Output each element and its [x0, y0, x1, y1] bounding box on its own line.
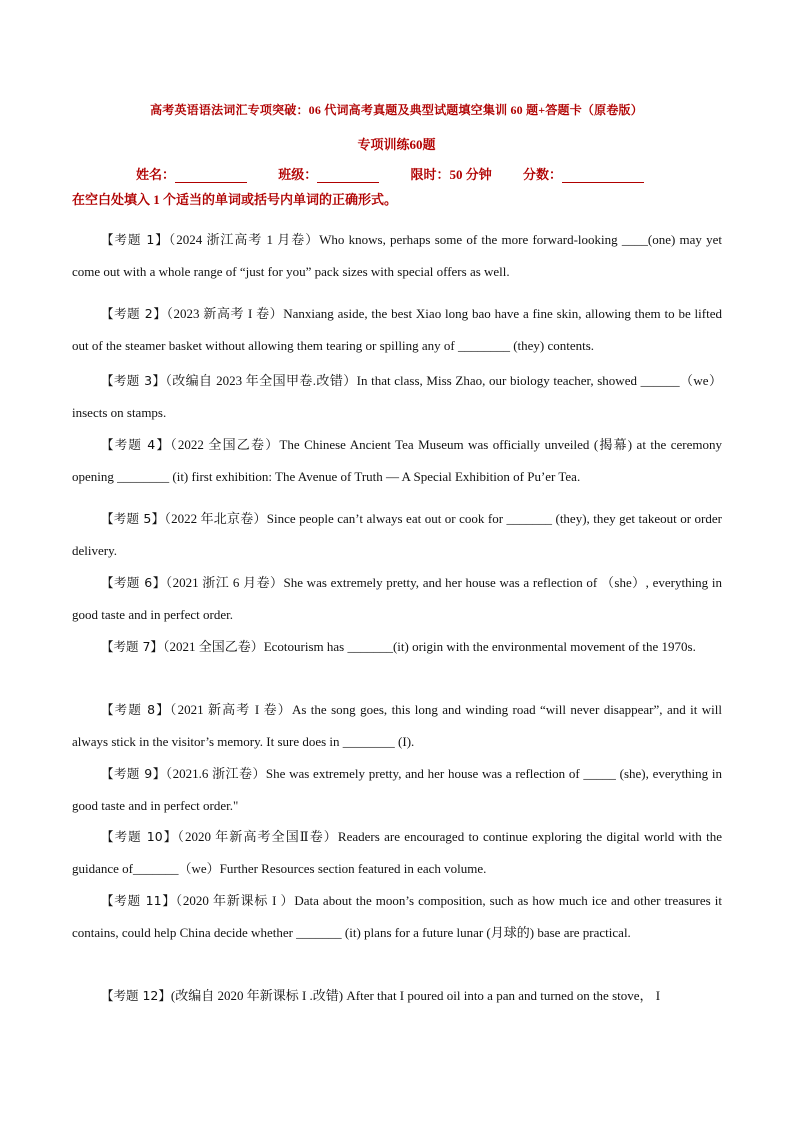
question-text: (改编自 2020 年新课标 I .改错) After that I poured oil into a pan and turned on the stove， I: [170, 988, 661, 1003]
question-9: [72, 758, 722, 822]
question-text: （2022 全国乙卷）The Chinese Ancient Tea Museum was officially unveiled (揭幕) at the ceremony opening ________ (it) first exhibition: The Avenue of Truth — A Special Exhibition of Pu’er Tea.: [72, 437, 722, 484]
question-12: [72, 980, 722, 1012]
class-blank[interactable]: [317, 168, 379, 183]
question-text: （2021.6 浙江卷）She was extremely pretty, and her house was a reflection of _____ (she), everything in good taste and in perfect order.": [72, 766, 722, 813]
question-text: （2020 年新高考全国Ⅱ卷）Readers are encouraged to continue exploring the digital world with the guidance of_______（we）Further Resources section featured in each volume.: [72, 829, 722, 876]
instruction-text: 在空白处填入 1 个适当的单词或括号内单词的正确形式。: [72, 192, 398, 207]
question-text: （改编自 2023 年全国甲卷.改错）In that class, Miss Zhao, our biology teacher, showed ______（we）insects on stamps.: [72, 373, 722, 420]
question-6: [72, 567, 722, 631]
question-7: [72, 631, 722, 663]
question-1: [72, 224, 722, 288]
question-label: 【考题 3】: [101, 373, 166, 388]
question-2: [72, 298, 722, 362]
question-text: （2023 新高考 I 卷）Nanxiang aside, the best Xiao long bao have a fine skin, allowing them to be lifted out of the steamer basket without allowing them tearing or spilling any of ________ (they) contents.: [72, 306, 722, 353]
document-subtitle: 专项训练60题: [357, 137, 436, 152]
question-10: [72, 821, 722, 885]
question-label: 【考题 12】: [101, 988, 171, 1003]
class-label: 班级：: [278, 167, 318, 182]
question-5: [72, 503, 722, 567]
question-label: 【考题 8】: [101, 702, 170, 717]
question-label: 【考题 7】: [101, 639, 163, 654]
score-label: 分数：: [523, 167, 563, 182]
question-label: 【考题 11】: [101, 893, 176, 908]
question-text: （2021 全国乙卷）Ecotourism has _______(it) origin with the environmental movement of the 1970s.: [162, 639, 696, 654]
question-text: （2020 年新课标 I ）Data about the moon’s composition, such as how much ice and other treasures it contains, could help China decide whether _______ (it) plans for a future lunar (月球的) base are practical.: [72, 893, 722, 940]
student-info-row: [136, 164, 644, 183]
question-4: [72, 429, 722, 493]
question-text: （2021 新高考 I 卷）As the song goes, this long and winding road “will never disappear”, and it will always stick in the visitor’s memory. It sure does in ________ (I).: [72, 702, 722, 749]
question-11: [72, 885, 722, 949]
name-label: 姓名：: [136, 167, 176, 182]
score-blank[interactable]: [562, 168, 644, 183]
question-label: 【考题 10】: [101, 829, 178, 844]
document-title: 高考英语语法词汇专项突破：06 代词高考真题及典型试题填空集训 60 题+答题卡（原卷版）: [150, 103, 643, 117]
question-3: [72, 365, 722, 429]
name-blank[interactable]: [175, 168, 247, 183]
question-label: 【考题 5】: [101, 511, 165, 526]
question-text: （2022 年北京卷）Since people can’t always eat out or cook for _______ (they), they get takeout or order delivery.: [72, 511, 722, 558]
question-8: [72, 694, 722, 758]
question-label: 【考题 6】: [101, 575, 166, 590]
question-label: 【考题 4】: [101, 437, 171, 452]
question-label: 【考题 1】: [101, 232, 169, 247]
question-label: 【考题 9】: [101, 766, 166, 781]
question-text: （2021 浙江 6 月卷）She was extremely pretty, and her house was a reflection of （she）, everything in good taste and in perfect order.: [72, 575, 722, 622]
time-limit: 限时：50 分钟: [410, 167, 492, 182]
question-text: （2024 浙江高考 1 月卷）Who knows, perhaps some of the more forward-looking ____(one) may yet come out with a whole range of “just for you” pack sizes with special offers as well.: [72, 232, 722, 279]
question-label: 【考题 2】: [101, 306, 167, 321]
